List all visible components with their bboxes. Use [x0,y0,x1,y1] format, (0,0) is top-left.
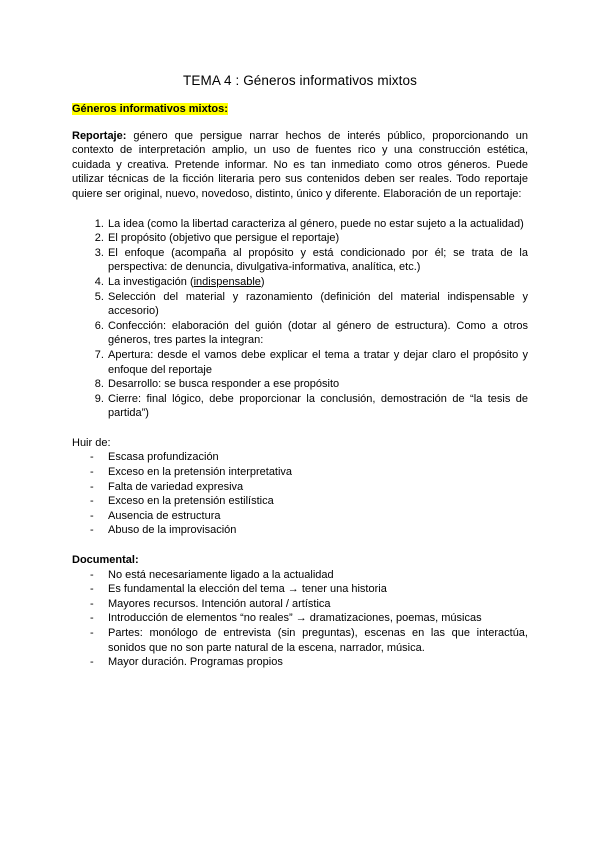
reportaje-steps-list [72,217,528,421]
list-item [72,597,528,612]
list-item [72,494,528,509]
dash-bullet: - [90,480,94,493]
page-title: TEMA 4 : Géneros informativos mixtos [183,73,417,88]
dash-bullet: - [90,583,94,596]
list-item: 7. Apertura: desde el vamos debe explicar el tema a tratar y dejar claro el propósito y enfoque del reportaje [107,348,528,377]
list-item [72,582,528,597]
list-item-text: Abuso de la improvisación [108,524,237,537]
dash-bullet: - [90,495,94,508]
list-item: 5. Selección del material y razonamiento (definición del material indispensable y accesorio) [107,290,528,319]
list-item: 1. La idea (como la libertad caracteriza al género, puede no estar sujeto a la actualidad) [107,217,528,232]
list-item-text: Mayor duración. Programas propios [108,656,283,669]
list-item-text: Partes: monólogo de entrevista (sin preguntas), escenas en las que interactúa, sonidos que no son parte natural de la escena, narrador, música. [108,627,528,654]
documental-label: Documental: [72,554,139,567]
list-item [72,655,528,670]
list-item-text: Exceso en la pretensión interpretativa [108,466,293,479]
list-item [72,509,528,524]
list-item: 9. Cierre: final lógico, debe proporcionar la conclusión, demostración de “la tesis de partida”) [107,392,528,421]
step-text: La investigación ( [108,275,194,288]
huir-label: Huir de: [72,436,111,449]
list-item: 3. El enfoque (acompaña al propósito y está condicionado por él; se trata de la perspectiva: de denuncia, divulgativa-informativa, analítica, etc.) [107,246,528,275]
dash-bullet: - [90,656,94,669]
list-item [72,465,528,480]
list-item: 2. El propósito (objetivo que persigue el reportaje) [107,231,528,246]
dash-bullet: - [90,451,94,464]
list-item: 8. Desarrollo: se busca responder a ese propósito [107,377,528,392]
dash-bullet: - [90,509,94,522]
list-item-text: No está necesariamente ligado a la actualidad [108,568,334,581]
documental-list [72,568,528,670]
step-text: ) [260,275,265,288]
reportaje-paragraph [72,129,528,202]
section-heading [72,102,528,117]
list-item [72,568,528,583]
document-page [72,72,528,685]
underlined-word: indispensable [193,275,261,288]
dash-bullet: - [90,466,94,479]
section-heading-highlight: Géneros informativos mixtos: [72,103,228,115]
list-item: 6. Confección: elaboración del guión (dotar al género de estructura). Como a otros géneros, tres partes la integran: [107,319,528,348]
list-item [72,480,528,495]
dash-bullet: - [90,627,94,639]
list-item-text: Exceso en la pretensión estilística [108,495,274,508]
dash-bullet: - [90,524,94,537]
list-item-text: Escasa profundización [108,451,219,464]
list-item-text: Mayores recursos. Intención autoral / artística [108,597,331,610]
list-item [72,611,528,626]
list-item-text: Introducción de elementos “no reales” → dramatizaciones, poemas, músicas [108,612,482,625]
list-item [107,275,528,290]
dash-bullet: - [90,597,94,610]
list-item-text: Es fundamental la elección del tema → tener una historia [108,583,387,596]
huir-list [72,450,528,538]
dash-bullet: - [90,568,94,581]
list-item-text: Ausencia de estructura [108,509,221,522]
list-item [72,523,528,538]
reportaje-text: género que persigue narrar hechos de interés público, proporcionando un contexto de interpretación amplio, un uso de fuentes rico y una construcción estética, cuidada y creativa. Pretende informar. No es tan inmediato como otros géneros. Puede utilizar técnicas de la ficción literaria pero sus contenidos deben ser reales. Todo reportaje quiere ser original, nuevo, novedoso, distinto, único y diferente. Elaboración de un reportaje: [72,129,528,200]
reportaje-label: Reportaje: [72,129,127,142]
dash-bullet: - [90,612,94,625]
list-item [72,450,528,465]
list-item-text: Falta de variedad expresiva [108,480,244,493]
list-item [72,626,528,655]
